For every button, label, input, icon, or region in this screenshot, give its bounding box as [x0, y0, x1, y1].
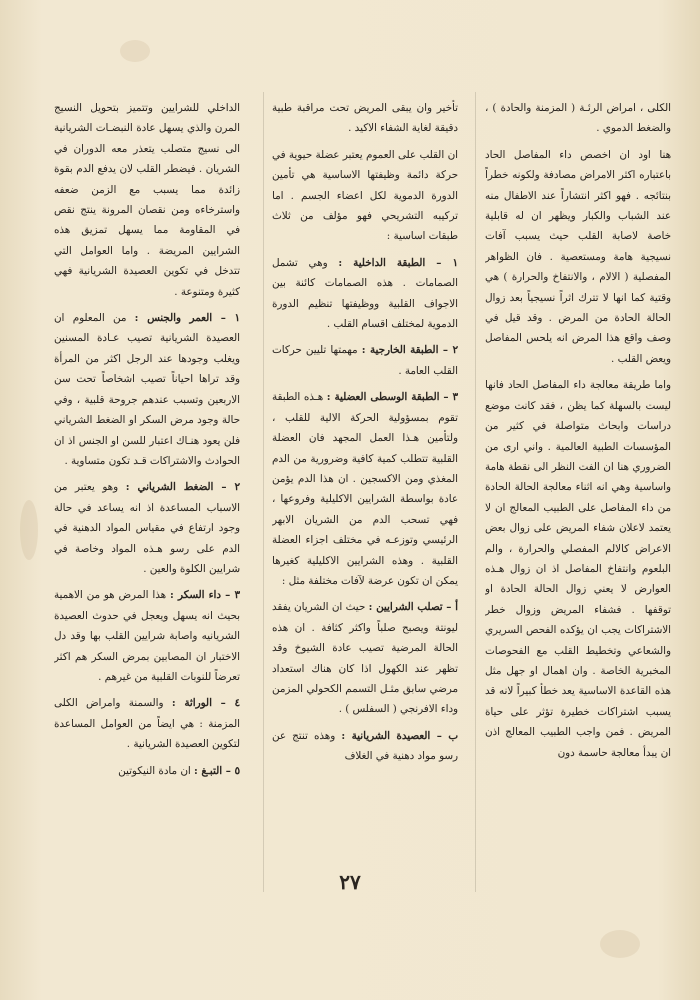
section-heading: ١ – الطبقة الداخلية : [338, 256, 458, 269]
paragraph-text: من المعلوم ان العصيدة الشريانية تصيب عـادة المسنين ويغلب وجودها عند الرجل اكثر من المرأة وقد تراها احياناً تصيب اشخاصاً تحت سن الاربعين وتسبب عندهم جروحة قلبية ، وفي حالة وجود مرض السكر او الضغط الشرياني فلن يعود هنـاك اعتبار للسن او الجنس اذ ان الحوادث والاشتراكات قـد تكون متساوية . [54, 312, 240, 467]
paragraph: هنا اود ان اخصص داء المفاصل الحاد باعتباره اكثر الامراض مصادفة ولكونه خطراً بنتائجه . فهو اكثر انتشاراً عند الاطفال منه عند الشباب والكبار ويظهر ان له قابلية خاصة لاصابة القلب حيث يسبب آفات نسيجية هامة ومستعصية . فان الظواهر المفصلية ( الالام ، والانتفاخ والحرارة ) هي وقتية كما انها لا تترك اثراً نسيجياً بعد زوال الحالة الحادة من المرض . وقد قيل في وصف واقع هذا المرض انه يلحس المفاصل ويعض القلب . [485, 148, 671, 365]
paragraph [54, 308, 240, 471]
section-heading: ب – العصيدة الشريانية : [341, 729, 458, 742]
paragraph [54, 477, 240, 579]
section-heading: ٣ – داء السكر : [169, 589, 240, 602]
paper-stain [20, 500, 38, 560]
paragraph [54, 761, 240, 781]
paragraph: تأخير وان يبقى المريض تحت مراقبة طبية دقيقة لغاية الشفاء الاكيد . [272, 102, 458, 135]
paragraph-text: مهمتها تليين حركات القلب العامة . [272, 344, 458, 377]
paragraph-text: وهو يعتبر من الاسباب المساعدة اذ انه يساعد في حالة وجود ارتفاع في مقياس المواد الدهنية في الدم على رسو هـذه المواد وخاصة في شرايين الكلوة والعين . [54, 481, 240, 575]
column-divider [475, 92, 476, 892]
paragraph-text: حيث ان الشريان يفقد ليونتة ويصبح صلباً واكثر كثافة . ان هذه الحالة المرضية تصيب عادة الشيوخ وقد تظهر عند الكهول اذا كان هناك استعداد مرضي سابق مثـل التسمم الكحولي المزمن وداء الافرنجي ( السفلس ) . [272, 601, 458, 716]
column-right [485, 98, 671, 888]
paragraph [272, 340, 458, 381]
paragraph [272, 597, 458, 719]
section-heading: ٢ – الضغط الشرياني : [125, 481, 240, 494]
page-number: ٢٧ [339, 870, 361, 894]
section-heading: ١ – العمر والجنس : [134, 312, 240, 325]
paragraph-text: ان مادة النيكوتين [118, 764, 191, 777]
column-left [54, 98, 240, 888]
paragraph: ان القلب على العموم يعتبر عضلة حيوية في حركة دائمة وظيفتها الاساسية هي تأمين الدورة الدموية لكل اعضاء الجسم . اما تركيبه التشريحي فهو مؤلف من ثلاث طبقات اساسية : [272, 148, 458, 243]
paragraph: واما طريقة معالجة داء المفاصل الحاد فانها ليست بالسهلة كما يظن ، فقد كانت موضع دراسات وابحاث متواصلة في كثير من المؤسسات الطبية العالمية . واني ارى من الضروري هنا ان الفت النظر الى نقطة هامة واساسية وهي انه اثناء معالجة الحالة الحادة من داء المفاصل على الطبيب المعالج ان لا يعتمد لاعلان شفاء المريض على زوال بعض الاعراض كالالم المفصلي والحرارة ، والم البلعوم وانتفاخ المفاصل اذ ان زوال هـذه العوارض لا يعني زوال الحالة الحادة او توقفها . فشفاء المريض وزوال خطر الاشتراكات يجب ان يؤكده الفحص السريري والشعاعي وتخطيط القلب مع الفحوصات المخبرية الخاصة . وان اهمال او جهل مثل هذه القاعدة الاساسية يعد خطأ كبيراً لانه قد يسبب اشتراكات خطيرة تؤثر على حياة المريض . فمن واجب الطبيب المعالج اذن ان يبدأ معالجة حاسمة دون [485, 379, 671, 759]
section-heading: ٣ – الطبقة الوسطى العضلية : [326, 391, 458, 404]
paper-stain [600, 930, 640, 958]
paragraph [272, 253, 458, 335]
paragraph [272, 726, 458, 767]
paragraph-text: هـذه الطبقة تقوم بمسؤولية الحركة الالية للقلب ، ولتأمين هـذا العمل المجهد فان العضلة القلبية تتطلب كمية كافية وضرورية من الدم المغذي ومن الاكسجين . ان هذا الدم يؤمن عادة بواسطة الشرايين الاكليلية وفروعها ، فهي تسحب الدم من الشريان الابهر الرئيسي وتوزعـه في مختلف اجزاء العضلة القلبية . وهذه الشرايين الاكليلية كغيرها يمكن ان تكون عرضة لآفات مختلفة مثل : [272, 391, 458, 587]
section-heading: ٢ – الطبقة الخارجية : [361, 344, 458, 357]
paragraph: الداخلي للشرايين وتتميز بتحويل النسيج المرن والذي يسهل عادة النبضـات الشريانية الى نسيج متصلب يتعذر معه الدوران في الشريان . فيضطر القلب لان يدفع الدم بقوة زائدة مما يسبب مع الزمن ضعفه واسترخاءه ومن نقصان المرونة ينتج نقص في المقاومة مما يسهل تمزيق هذه الشرايين المريضة . واما العوامل التي تتدخل في تكوين العصيدة الشريانية فهي كثيرة ومتنوعة . [54, 102, 240, 298]
section-heading: ٤ – الوراثة : [171, 697, 240, 710]
section-heading: أ – تصلب الشرايين : [368, 601, 458, 614]
paragraph-text: هذا المرض هو من الاهمية بحيث انه يسهل ويعجل في حدوث العصيدة الشريانيه واصابة شرايين القلب بها وقد دل الاختبار ان المصابين بمرض السكر هم اكثر تعرضاً للنوبات القلبية من غيرهم . [54, 589, 240, 683]
paragraph [272, 387, 458, 591]
paragraph-text: والسمنة وامراض الكلى المزمنة : هي ايضاً من العوامل المساعدة لتكوين العصيدة الشريانية . [54, 697, 240, 751]
paragraph: الكلى ، امراض الرئـة ( المزمنة والحادة ) ، والضغط الدموي . [485, 102, 671, 135]
paragraph-text: وهي تشمل الصمامات . هذه الصمامات كائنة بين الاجواف القلبية ووظيفتها تنظيم الدورة الدموية لمختلف اقسام القلب . [272, 256, 458, 331]
section-heading: ٥ – التبـغ : [194, 764, 240, 777]
paragraph [54, 693, 240, 754]
column-divider [263, 92, 264, 892]
paper-stain [120, 40, 150, 62]
column-middle [272, 98, 458, 888]
paragraph-text: وهذه تنتج عن رسو مواد دهنية في الغلاف [272, 729, 458, 763]
paragraph [54, 585, 240, 687]
